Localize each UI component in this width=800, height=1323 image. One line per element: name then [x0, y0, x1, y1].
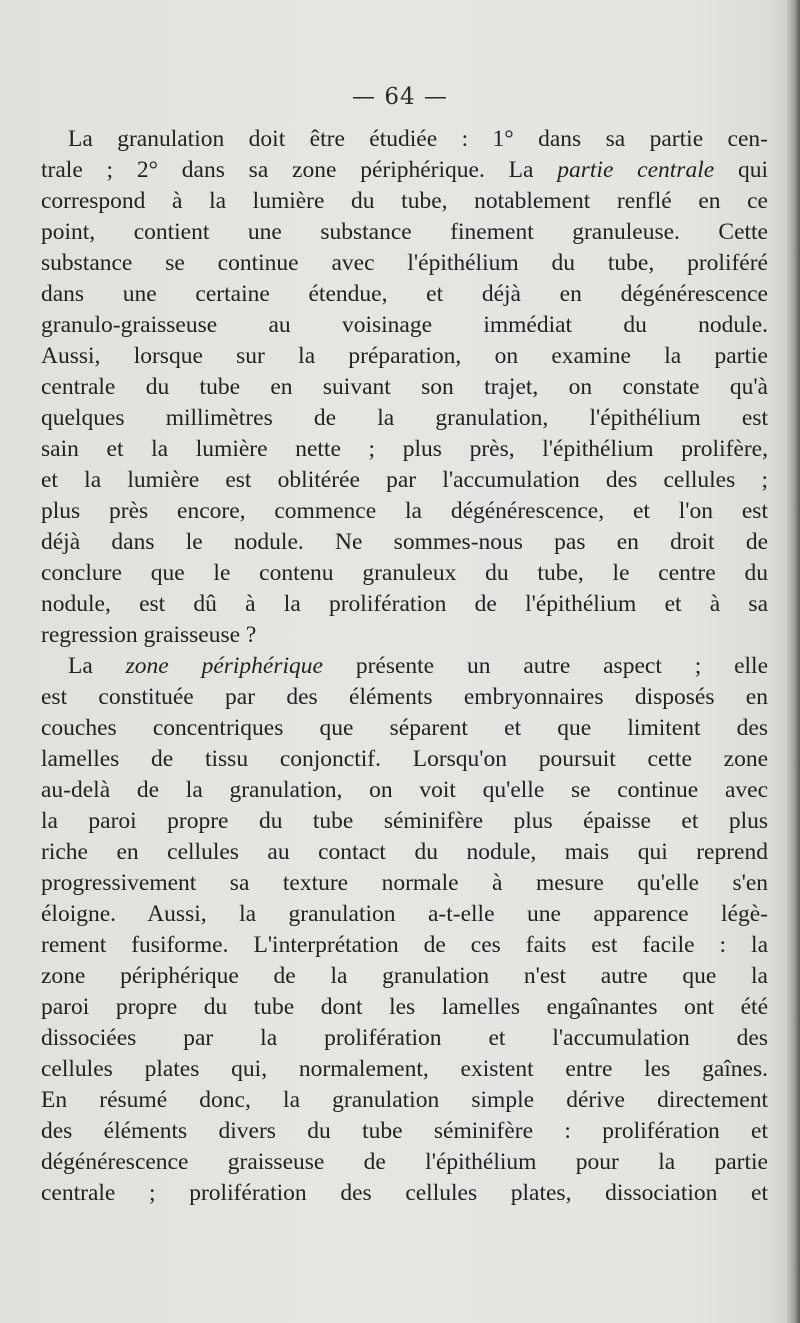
- text-line: progressivement sa texture normale à mesure qu'elle s'en: [41, 870, 768, 896]
- text-line: substance se continue avec l'épithélium du tube, proliféré: [41, 250, 768, 276]
- text-line: nodule, est dû à la prolifération de l'épithélium et à sa: [41, 591, 768, 617]
- text-line: dans une certaine étendue, et déjà en dégénérescence: [41, 281, 768, 307]
- text-line: couches concentriques que séparent et que limitent des: [41, 715, 768, 741]
- text-line: sain et la lumière nette ; plus près, l'épithélium prolifère,: [41, 436, 768, 462]
- text-line: dégénérescence graisseuse de l'épithélium pour la partie: [41, 1149, 768, 1175]
- text-line: granulo-graisseuse au voisinage immédiat du nodule.: [41, 312, 768, 338]
- text-line: conclure que le contenu granuleux du tube, le centre du: [41, 560, 768, 586]
- text-line: est constituée par des éléments embryonnaires disposés en: [41, 684, 768, 710]
- text-line: trale ; 2° dans sa zone périphérique. La partie centrale qui: [41, 157, 768, 183]
- text-line: éloigne. Aussi, la granulation a-t-elle une apparence légè-: [41, 901, 768, 927]
- text-line: des éléments divers du tube séminifère : prolifération et: [41, 1118, 768, 1144]
- text-line: rement fusiforme. L'interprétation de ces faits est facile : la: [41, 932, 768, 958]
- emphasis-partie-centrale: partie centrale: [557, 157, 715, 183]
- text-line: correspond à la lumière du tube, notablement renflé en ce: [41, 188, 768, 214]
- emphasis-zone-peripherique: zone périphérique: [125, 653, 323, 679]
- text-line: au-delà de la granulation, on voit qu'elle se continue avec: [41, 777, 768, 803]
- text-line: point, contient une substance finement granuleuse. Cette: [41, 219, 768, 245]
- text-line: déjà dans le nodule. Ne sommes-nous pas en droit de: [41, 529, 768, 555]
- text-line: centrale ; prolifération des cellules plates, dissociation et: [41, 1180, 768, 1206]
- text-line: quelques millimètres de la granulation, l'épithélium est: [41, 405, 768, 431]
- text-line: regression graisseuse ?: [41, 622, 257, 648]
- text-line: Aussi, lorsque sur la préparation, on examine la partie: [41, 343, 768, 369]
- text-line: paroi propre du tube dont les lamelles engaînantes ont été: [41, 994, 768, 1020]
- text-line: zone périphérique de la granulation n'est autre que la: [41, 963, 768, 989]
- text-line: riche en cellules au contact du nodule, mais qui reprend: [41, 839, 768, 865]
- text-line: En résumé donc, la granulation simple dérive directement: [41, 1087, 768, 1113]
- text-line: lamelles de tissu conjonctif. Lorsqu'on poursuit cette zone: [41, 746, 768, 772]
- text-line: dissociées par la prolifération et l'accumulation des: [41, 1025, 768, 1051]
- text-line: La zone périphérique présente un autre aspect ; elle: [68, 653, 768, 679]
- text-line: plus près encore, commence la dégénérescence, et l'on est: [41, 498, 768, 524]
- text-line: cellules plates qui, normalement, existent entre les gaînes.: [41, 1056, 768, 1082]
- page-number: — 64 —: [352, 84, 448, 110]
- text-line: La granulation doit être étudiée : 1° dans sa partie cen-: [68, 126, 768, 152]
- text-line: et la lumière est oblitérée par l'accumulation des cellules ;: [41, 467, 768, 493]
- page-edge-shadow: [786, 0, 800, 1323]
- text-line: la paroi propre du tube séminifère plus épaisse et plus: [41, 808, 768, 834]
- text-line: centrale du tube en suivant son trajet, on constate qu'à: [41, 374, 768, 400]
